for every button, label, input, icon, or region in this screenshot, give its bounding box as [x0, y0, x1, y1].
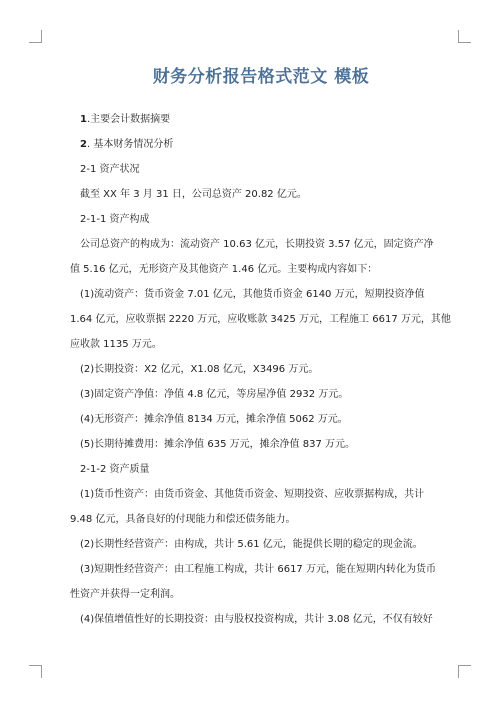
- total-assets-paragraph: 截至 XX 年 3 月 31 日，公司总资产 20.82 亿元。: [80, 189, 307, 200]
- current-assets-line-2: 1.64 亿元，应收票据 2220 万元，应收账款 3425 万元，工程施工 6617 万元，其他: [70, 314, 451, 325]
- heading-1-number: 1: [80, 114, 87, 125]
- heading-1-text: .主要会计数据摘要: [86, 114, 171, 125]
- current-assets-line-3: 应收款 1135 万元。: [70, 339, 162, 350]
- asset-composition-line-2: 值 5.16 亿元，无形资产及其他资产 1.46 亿元。主要构成内容如下：: [70, 264, 378, 275]
- crop-mark-bottom-left: [29, 665, 42, 678]
- heading-1: [80, 107, 442, 132]
- section-2-1: 2-1 资产状况: [80, 164, 140, 175]
- document-title: 财务分析报告格式范文 模板: [152, 67, 370, 87]
- short-term-operating-assets-line-1: (3)短期性经营资产：由工程施工构成，共计 6617 万元，能在短期内转化为货币: [80, 564, 436, 575]
- heading-2: [80, 132, 442, 157]
- short-term-operating-assets-line-2: 性资产并获得一定利润。: [70, 589, 180, 600]
- deferred-expenses-paragraph: (5)长期待摊费用：摊余净值 635 万元，摊余净值 837 万元。: [80, 439, 356, 450]
- asset-composition-line-1: 公司总资产的构成为：流动资产 10.63 亿元，长期投资 3.57 亿元，固定资产净: [80, 239, 434, 250]
- heading-2-text: . 基本财务情况分析: [86, 139, 174, 150]
- crop-mark-top-right: [458, 30, 471, 43]
- crop-mark-bottom-right: [458, 665, 471, 678]
- long-term-investment-paragraph: (2)长期投资：X2 亿元，X1.08 亿元，X3496 万元。: [80, 364, 319, 375]
- fixed-assets-paragraph: (3)固定资产净值：净值 4.8 亿元，等房屋净值 2932 万元。: [80, 389, 349, 400]
- current-assets-line-1: (1)流动资产：货币资金 7.01 亿元，其他货币资金 6140 万元，短期投资净值: [80, 289, 425, 300]
- document-page: [70, 62, 451, 632]
- section-2-1-2: 2-1-2 资产质量: [80, 464, 150, 475]
- heading-2-number: 2: [80, 139, 87, 150]
- long-term-operating-assets-paragraph: (2)长期性经营资产：由构成，共计 5.61 亿元，能提供长期的稳定的现金流。: [80, 539, 423, 550]
- monetary-assets-line-2: 9.48 亿元，具备良好的付现能力和偿还债务能力。: [70, 514, 296, 525]
- crop-mark-top-left: [29, 30, 42, 43]
- value-preserving-investment-paragraph: (4)保值增值性好的长期投资：由与股权投资构成，共计 3.08 亿元，不仅有较好: [80, 614, 433, 625]
- intangible-assets-paragraph: (4)无形资产：摊余净值 8134 万元，摊余净值 5062 万元。: [80, 414, 348, 425]
- section-2-1-1: 2-1-1 资产构成: [80, 214, 150, 225]
- monetary-assets-line-1: (1)货币性资产：由货币资金、其他货币资金、短期投资、应收票据构成，共计: [80, 489, 425, 500]
